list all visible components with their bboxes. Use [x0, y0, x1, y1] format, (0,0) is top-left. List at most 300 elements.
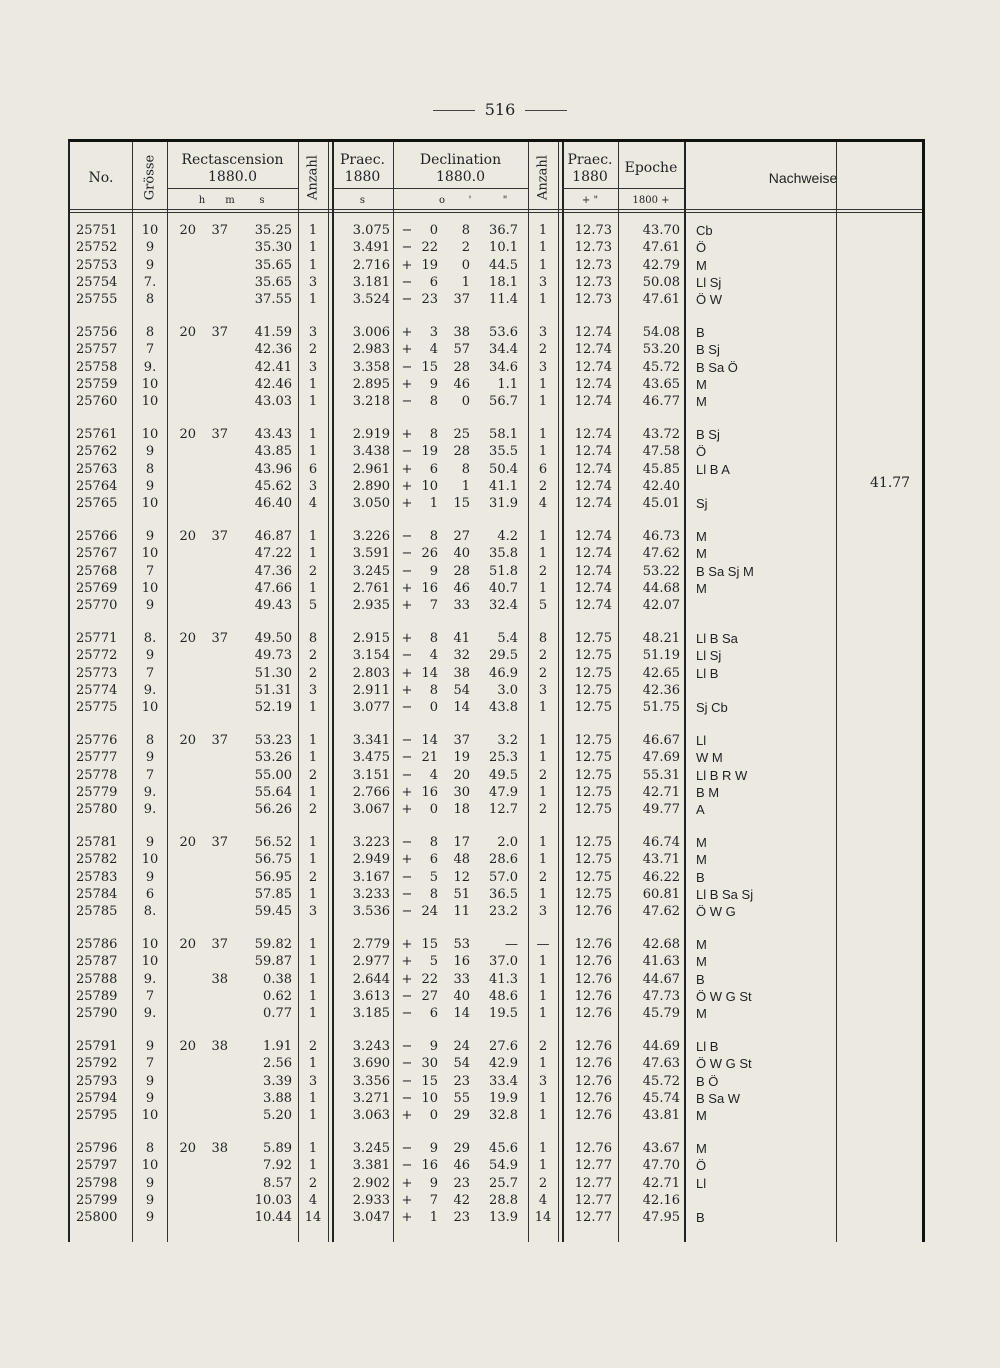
epoch: 47.62	[642, 546, 680, 562]
ra-precession: 3.006	[352, 325, 390, 340]
references: M	[696, 1108, 707, 1124]
table-row	[70, 239, 922, 256]
ra-precession: 3.050	[352, 496, 390, 512]
ra-precession: 3.356	[352, 1073, 390, 1089]
references: B	[696, 325, 705, 340]
references: M	[696, 394, 707, 410]
references: Ll	[696, 1175, 707, 1191]
references: B Ö	[696, 1073, 719, 1089]
decl-precession: 12.73	[574, 292, 612, 308]
decl-count: 1	[538, 546, 548, 562]
references: Ö W	[696, 292, 722, 308]
header-praec-2: Praec.	[567, 152, 613, 168]
star-number: 25763	[76, 461, 118, 477]
magnitude: 9	[145, 598, 155, 614]
praec-unit: s	[359, 195, 366, 206]
decl-sign: +	[401, 342, 413, 358]
decl-precession: 12.75	[574, 665, 612, 681]
decl-precession: 12.74	[574, 563, 612, 579]
decl-count: 1	[538, 394, 548, 410]
ra-count: 6	[308, 461, 318, 477]
decl-precession: 12.74	[574, 342, 612, 358]
ra-precession: 3.245	[352, 563, 390, 579]
ra-precession: 3.243	[352, 1039, 390, 1054]
ra-precession: 3.047	[352, 1210, 390, 1226]
decl-precession: 12.75	[574, 852, 612, 868]
decl-degrees: 21	[421, 750, 438, 766]
decl-minutes: 57	[453, 342, 470, 358]
decl-precession: 12.74	[574, 529, 612, 544]
ra-precession: 3.591	[352, 546, 390, 562]
decl-count: 1	[538, 1006, 548, 1022]
magnitude: 10	[141, 427, 159, 442]
header-nachweise: Nachweise	[768, 170, 838, 186]
ra-seconds: 59.82	[254, 937, 292, 952]
table-row	[70, 222, 922, 239]
decl-degrees: 8	[429, 886, 438, 902]
ra-precession: 3.067	[352, 802, 390, 818]
star-number: 25795	[76, 1108, 118, 1124]
ra-precession: 2.779	[352, 937, 390, 952]
decl-degrees: 9	[429, 1141, 438, 1156]
star-number: 25771	[76, 631, 118, 646]
ra-precession: 2.919	[352, 427, 390, 442]
magnitude: 9.	[143, 784, 157, 800]
ra-count: 1	[308, 1141, 318, 1156]
decl-count: 2	[538, 342, 548, 358]
ra-seconds: 42.46	[254, 376, 292, 392]
decl-sign: +	[401, 325, 413, 340]
decl-degrees: 3	[429, 325, 438, 340]
magnitude: 10	[141, 1108, 159, 1124]
decl-precession: 12.74	[574, 376, 612, 392]
ra-count: 1	[308, 240, 318, 256]
table-row	[70, 1192, 922, 1209]
decl-sign: −	[401, 1090, 413, 1106]
decl-degrees: 0	[429, 223, 438, 238]
decl-seconds: 47.9	[489, 784, 518, 800]
decl-seconds: 54.9	[489, 1158, 518, 1174]
decl-sign: −	[401, 1039, 413, 1054]
decl-count: 2	[538, 665, 548, 681]
magnitude: 9.	[143, 971, 157, 987]
ra-precession: 3.536	[352, 904, 390, 920]
decl-count: 1	[538, 1090, 548, 1106]
decl-sign: +	[401, 631, 413, 646]
decl-count: 2	[538, 1175, 548, 1191]
decl-minutes: 37	[453, 733, 470, 748]
magnitude: 9.	[143, 359, 157, 375]
ra-seconds: 37.55	[254, 292, 292, 308]
magnitude: 8	[145, 461, 155, 477]
decl-seconds: 34.6	[489, 359, 518, 375]
header-anzahl-2: Anzahl	[535, 155, 551, 200]
ra-precession: 3.063	[352, 1108, 390, 1124]
magnitude: 10	[141, 1158, 159, 1174]
magnitude: 7	[145, 563, 155, 579]
decl-precession: 12.75	[574, 700, 612, 716]
epoche-subline	[618, 188, 684, 189]
star-number: 25800	[76, 1210, 118, 1226]
ra-precession: 2.890	[352, 478, 390, 494]
references: B Sj	[696, 427, 720, 442]
decl-sign: +	[401, 937, 413, 952]
decl-minutes: 2	[461, 240, 470, 256]
references: A	[696, 802, 705, 818]
decl-precession: 12.76	[574, 971, 612, 987]
table-row	[70, 563, 922, 580]
epoch: 47.63	[642, 1056, 680, 1072]
table-row	[70, 495, 922, 512]
decl-sign: −	[401, 563, 413, 579]
decl-count: 14	[534, 1210, 552, 1226]
ra-count: 3	[308, 478, 318, 494]
ra-minutes: 37	[211, 937, 228, 952]
decl-minutes: 51	[453, 886, 470, 902]
magnitude: 7.	[143, 274, 157, 290]
ra-seconds: 56.26	[254, 802, 292, 818]
table-row	[70, 665, 922, 682]
star-number: 25779	[76, 784, 118, 800]
epoch: 44.67	[642, 971, 680, 987]
decl-seconds: 41.1	[489, 478, 518, 494]
ra-seconds: 2.56	[263, 1056, 292, 1072]
table-row	[70, 682, 922, 699]
ra-seconds: 47.66	[254, 580, 292, 596]
ra-precession: 2.716	[352, 257, 390, 273]
references: M	[696, 937, 707, 952]
decl-unit-deg: o	[438, 195, 446, 206]
ra-seconds: 55.64	[254, 784, 292, 800]
decl-seconds: 11.4	[489, 292, 518, 308]
table-row	[70, 784, 922, 801]
ra-seconds: 8.57	[263, 1175, 292, 1191]
decl-precession: 12.76	[574, 1090, 612, 1106]
references: M	[696, 954, 707, 970]
table-row	[70, 528, 922, 545]
decl-sign: +	[401, 802, 413, 818]
ra-seconds: 56.52	[254, 835, 292, 850]
references: Cb	[696, 223, 713, 238]
magnitude: 9	[145, 478, 155, 494]
ra-precession: 3.223	[352, 835, 390, 850]
magnitude: 10	[141, 700, 159, 716]
decl-count: 1	[538, 580, 548, 596]
epoch: 53.20	[642, 342, 680, 358]
ra-seconds: 49.50	[254, 631, 292, 646]
references: B Sj	[696, 342, 720, 358]
decl-minutes: 19	[453, 750, 470, 766]
ra-precession: 3.524	[352, 292, 390, 308]
decl-precession: 12.76	[574, 988, 612, 1004]
star-number: 25776	[76, 733, 118, 748]
decl-count: 1	[538, 733, 548, 748]
decl-degrees: 8	[429, 631, 438, 646]
star-number: 25797	[76, 1158, 118, 1174]
table-row	[70, 732, 922, 749]
epoch: 54.08	[642, 325, 680, 340]
star-number: 25790	[76, 1006, 118, 1022]
ra-seconds: 5.89	[263, 1141, 292, 1156]
decl-count: 2	[538, 767, 548, 783]
decl-count: 1	[538, 835, 548, 850]
magnitude: 9	[145, 240, 155, 256]
ra-count: 1	[308, 1108, 318, 1124]
ra-precession: 2.915	[352, 631, 390, 646]
epoch: 50.08	[642, 274, 680, 290]
table-row	[70, 1055, 922, 1072]
star-number: 25769	[76, 580, 118, 596]
decl-count: 1	[538, 1108, 548, 1124]
ra-minutes: 37	[211, 223, 228, 238]
decl-degrees: 8	[429, 427, 438, 442]
decl-degrees: 1	[429, 496, 438, 512]
decl-minutes: 8	[461, 461, 470, 477]
decl-precession: 12.73	[574, 274, 612, 290]
table-row	[70, 1157, 922, 1174]
decl-minutes: 24	[453, 1039, 470, 1054]
ra-precession: 3.075	[352, 223, 390, 238]
decl-seconds: 28.8	[489, 1192, 518, 1208]
ra-seconds: 3.39	[263, 1073, 292, 1089]
ra-precession: 3.381	[352, 1158, 390, 1174]
ra-minutes: 37	[211, 325, 228, 340]
ra-seconds: 42.41	[254, 359, 292, 375]
star-number: 25768	[76, 563, 118, 579]
table-row	[70, 647, 922, 664]
ra-count: 8	[308, 631, 318, 646]
header-rectascension: Rectascension	[181, 152, 284, 168]
ra-precession: 3.438	[352, 444, 390, 460]
header-epoche: Epoche	[624, 160, 678, 176]
decl-minutes: 42	[453, 1192, 470, 1208]
star-number: 25759	[76, 376, 118, 392]
ra-seconds: 49.43	[254, 598, 292, 614]
ra-minutes: 37	[211, 427, 228, 442]
references: B Sa Sj M	[696, 563, 754, 579]
ra-count: 1	[308, 852, 318, 868]
decl-sign: −	[401, 546, 413, 562]
ra-seconds: 46.87	[254, 529, 292, 544]
references: M	[696, 1006, 707, 1022]
decl-minutes: 8	[461, 223, 470, 238]
decl-minutes: 37	[453, 292, 470, 308]
magnitude: 10	[141, 394, 159, 410]
table-row	[70, 1209, 922, 1226]
decl-seconds: 58.1	[489, 427, 518, 442]
decl-minutes: 11	[453, 904, 470, 920]
magnitude: 9.	[143, 682, 157, 698]
decl-count: 1	[538, 223, 548, 238]
star-number: 25766	[76, 529, 118, 544]
decl-precession: 12.75	[574, 802, 612, 818]
praec-subline	[332, 188, 393, 189]
magnitude: 7	[145, 665, 155, 681]
decl-sign: −	[401, 1158, 413, 1174]
decl-count: 1	[538, 971, 548, 987]
ra-precession: 3.475	[352, 750, 390, 766]
decl-seconds: 19.5	[489, 1006, 518, 1022]
references: Ö	[696, 240, 707, 256]
ra-seconds: 56.95	[254, 869, 292, 885]
ra-minutes: 38	[211, 1039, 228, 1054]
star-number: 25754	[76, 274, 118, 290]
decl-degrees: 15	[421, 937, 438, 952]
references: B	[696, 971, 705, 987]
ra-precession: 3.491	[352, 240, 390, 256]
decl-minutes: 18	[453, 802, 470, 818]
ra-minutes: 37	[211, 631, 228, 646]
star-number: 25781	[76, 835, 118, 850]
magnitude: 9	[145, 1090, 155, 1106]
table-row	[70, 580, 922, 597]
ra-count: 3	[308, 325, 318, 340]
ra-seconds: 59.45	[254, 904, 292, 920]
decl-seconds: 19.9	[489, 1090, 518, 1106]
table-row	[70, 801, 922, 818]
decl-seconds: 3.0	[497, 682, 518, 698]
references: B M	[696, 784, 720, 800]
references: M	[696, 852, 707, 868]
ra-hours: 20	[179, 427, 196, 442]
ra-seconds: 0.77	[263, 1006, 292, 1022]
epoch: 45.74	[642, 1090, 680, 1106]
decl-degrees: 9	[429, 1039, 438, 1054]
ra-seconds: 35.25	[254, 223, 292, 238]
ra-hours: 20	[179, 1039, 196, 1054]
decl-degrees: 19	[421, 257, 438, 273]
ra-count: 3	[308, 904, 318, 920]
decl-unit-min: '	[468, 195, 472, 206]
ra-count: 1	[308, 954, 318, 970]
ra-hours: 20	[179, 223, 196, 238]
decl-precession: 12.74	[574, 580, 612, 596]
references: Ll Sj	[696, 274, 722, 290]
magnitude: 10	[141, 546, 159, 562]
epoch: 44.68	[642, 580, 680, 596]
decl-minutes: 53	[453, 937, 470, 952]
references: Ll B Sa	[696, 631, 738, 646]
decl-degrees: 16	[421, 784, 438, 800]
table-row	[70, 1140, 922, 1157]
decl-minutes: 46	[453, 580, 470, 596]
decl-minutes: 46	[453, 1158, 470, 1174]
decl-sign: +	[401, 852, 413, 868]
star-number: 25794	[76, 1090, 118, 1106]
magnitude: 8	[145, 1141, 155, 1156]
decl-sign: −	[401, 274, 413, 290]
epoch: 41.63	[642, 954, 680, 970]
decl-degrees: 10	[421, 1090, 438, 1106]
star-number: 25788	[76, 971, 118, 987]
star-number: 25778	[76, 767, 118, 783]
star-number: 25786	[76, 937, 118, 952]
epoch: 45.72	[642, 1073, 680, 1089]
decl-count: 1	[538, 700, 548, 716]
decl-degrees: 22	[421, 240, 438, 256]
decl-count: 3	[538, 904, 548, 920]
decl-minutes: 32	[453, 648, 470, 664]
decl-precession: 12.74	[574, 444, 612, 460]
ra-seconds: 53.23	[254, 733, 292, 748]
epoch: 43.67	[642, 1141, 680, 1156]
rect-unit-m: m	[225, 195, 235, 206]
ra-hours: 20	[179, 835, 196, 850]
decl-sign: +	[401, 496, 413, 512]
ra-count: 1	[308, 886, 318, 902]
magnitude: 10	[141, 496, 159, 512]
decl-degrees: 6	[429, 274, 438, 290]
decl-degrees: 8	[429, 394, 438, 410]
ra-seconds: 43.43	[254, 427, 292, 442]
decl-unit-sec: "	[502, 195, 508, 206]
decl-degrees: 23	[421, 292, 438, 308]
magnitude: 8	[145, 325, 155, 340]
magnitude: 10	[141, 937, 159, 952]
ra-count: 1	[308, 394, 318, 410]
references: M	[696, 376, 707, 392]
epoch: 46.67	[642, 733, 680, 748]
star-number: 25782	[76, 852, 118, 868]
decl-degrees: 15	[421, 359, 438, 375]
table-row	[70, 971, 922, 988]
decl-seconds: 25.7	[489, 1175, 518, 1191]
table-row	[70, 1107, 922, 1124]
table-row	[70, 936, 922, 953]
references: Ll	[696, 733, 707, 748]
decl-degrees: 27	[421, 988, 438, 1004]
dash-right	[525, 110, 567, 111]
ra-precession: 2.766	[352, 784, 390, 800]
magnitude: 9	[145, 257, 155, 273]
ra-count: 1	[308, 1056, 318, 1072]
ra-count: 1	[308, 784, 318, 800]
decl-count: 3	[538, 274, 548, 290]
decl-count: 1	[538, 427, 548, 442]
ra-count: 2	[308, 767, 318, 783]
magnitude: 7	[145, 1056, 155, 1072]
ra-count: 1	[308, 750, 318, 766]
decl-minutes: 15	[453, 496, 470, 512]
decl-seconds: 44.5	[489, 257, 518, 273]
decl-precession: 12.76	[574, 1056, 612, 1072]
epoch: 47.95	[642, 1210, 680, 1226]
decl-seconds: 1.1	[497, 376, 518, 392]
star-number: 25791	[76, 1039, 118, 1054]
page-number: 516	[484, 100, 516, 119]
star-number: 25751	[76, 223, 118, 238]
epoch: 48.21	[642, 631, 680, 646]
ra-seconds: 10.44	[254, 1210, 292, 1226]
decl-sign: −	[401, 1006, 413, 1022]
decl-degrees: 26	[421, 546, 438, 562]
decl-sign: +	[401, 1210, 413, 1226]
table-row	[70, 767, 922, 784]
header-no: No.	[88, 170, 114, 186]
decl-degrees: 16	[421, 580, 438, 596]
star-number: 25796	[76, 1141, 118, 1156]
star-number: 25780	[76, 802, 118, 818]
decl-minutes: 14	[453, 700, 470, 716]
epoch: 45.72	[642, 359, 680, 375]
star-number: 25755	[76, 292, 118, 308]
magnitude: 9	[145, 648, 155, 664]
epoch: 44.69	[642, 1039, 680, 1054]
decl-count: 1	[538, 240, 548, 256]
table-row	[70, 988, 922, 1005]
epoch: 47.61	[642, 292, 680, 308]
decl-seconds: 48.6	[489, 988, 518, 1004]
